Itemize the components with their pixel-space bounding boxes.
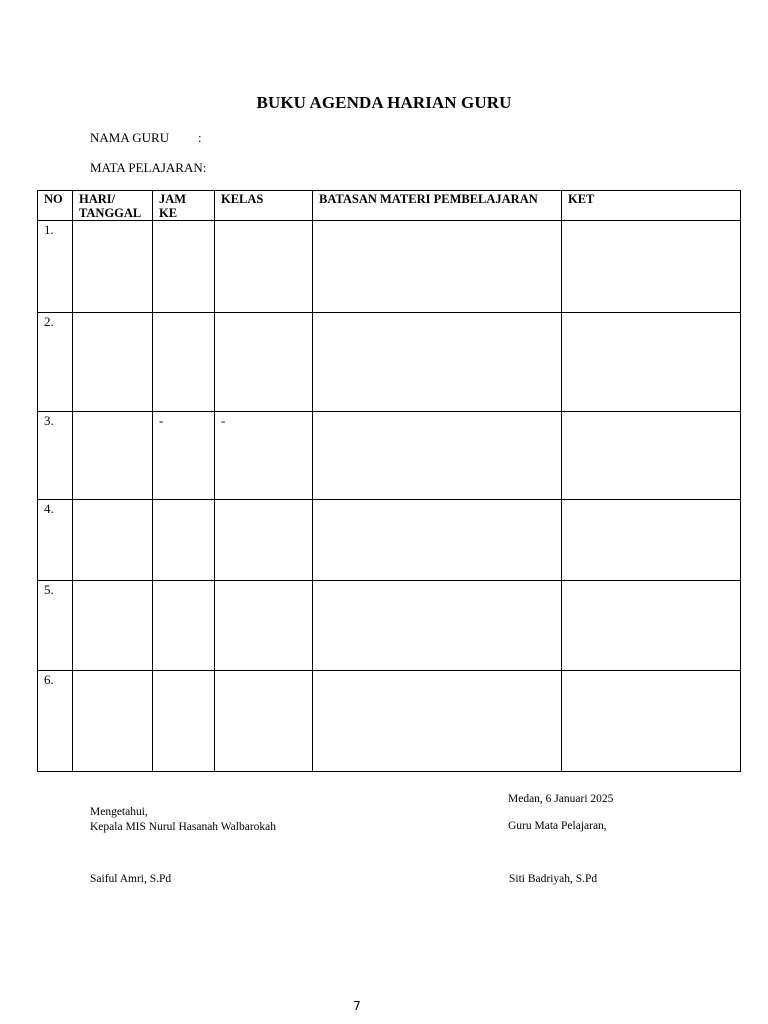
cell-ket[interactable] — [562, 221, 741, 313]
header-kelas: KELAS — [215, 191, 313, 221]
cell-materi[interactable] — [313, 500, 562, 581]
cell-hari-tanggal[interactable] — [73, 581, 153, 671]
header-materi: BATASAN MATERI PEMBELAJARAN — [313, 191, 562, 221]
header-no: NO — [38, 191, 73, 221]
table-row — [38, 581, 741, 671]
agenda-table — [37, 190, 741, 772]
headmaster-name: Saiful Amri, S.Pd — [90, 873, 172, 885]
cell-ket[interactable] — [562, 412, 741, 500]
cell-ket[interactable] — [562, 581, 741, 671]
cell-jam-ke[interactable] — [153, 500, 215, 581]
cell-kelas[interactable] — [215, 500, 313, 581]
nama-guru-field — [90, 130, 202, 146]
cell-jam-ke[interactable] — [153, 313, 215, 412]
acknowledged-label: Mengetahui, — [90, 806, 148, 818]
table-row — [38, 221, 741, 313]
page-number: 7 — [353, 999, 361, 1013]
teacher-name: Siti Badriyah, S.Pd — [509, 873, 598, 885]
cell-materi[interactable] — [313, 412, 562, 500]
cell-kelas[interactable] — [215, 221, 313, 313]
cell-no: 6. — [38, 671, 73, 772]
cell-jam-ke[interactable] — [153, 221, 215, 313]
cell-no: 3. — [38, 412, 73, 500]
header-jam-ke: JAM KE — [153, 191, 215, 221]
cell-materi[interactable] — [313, 313, 562, 412]
cell-jam-ke[interactable]: - — [153, 412, 215, 500]
cell-jam-ke[interactable] — [153, 671, 215, 772]
cell-ket[interactable] — [562, 500, 741, 581]
headmaster-title: Kepala MIS Nurul Hasanah Walbarokah — [90, 821, 276, 833]
table-row — [38, 313, 741, 412]
cell-hari-tanggal[interactable] — [73, 671, 153, 772]
cell-no: 1. — [38, 221, 73, 313]
table-row — [38, 671, 741, 772]
cell-hari-tanggal[interactable] — [73, 500, 153, 581]
cell-ket[interactable] — [562, 313, 741, 412]
document-title: BUKU AGENDA HARIAN GURU — [256, 93, 512, 112]
table-header-row — [38, 191, 741, 221]
mata-pelajaran-field — [90, 160, 206, 176]
place-date: Medan, 6 Januari 2025 — [508, 793, 614, 805]
teacher-role: Guru Mata Pelajaran, — [508, 820, 607, 832]
cell-kelas[interactable] — [215, 581, 313, 671]
cell-ket[interactable] — [562, 671, 741, 772]
signature-left-block — [90, 805, 276, 835]
cell-materi[interactable] — [313, 221, 562, 313]
cell-kelas[interactable]: - — [215, 412, 313, 500]
cell-hari-tanggal[interactable] — [73, 221, 153, 313]
cell-jam-ke[interactable] — [153, 581, 215, 671]
cell-no: 5. — [38, 581, 73, 671]
header-ket: KET — [562, 191, 741, 221]
cell-no: 2. — [38, 313, 73, 412]
nama-guru-label: NAMA GURU — [90, 130, 170, 145]
cell-hari-tanggal[interactable] — [73, 412, 153, 500]
table-row — [38, 500, 741, 581]
cell-materi[interactable] — [313, 671, 562, 772]
header-hari-tanggal: HARI/ TANGGAL — [73, 191, 153, 221]
mata-pelajaran-label: MATA PELAJARAN: — [90, 160, 207, 175]
table-row — [38, 412, 741, 500]
cell-kelas[interactable] — [215, 671, 313, 772]
cell-hari-tanggal[interactable] — [73, 313, 153, 412]
nama-guru-colon: : — [198, 130, 202, 145]
cell-no: 4. — [38, 500, 73, 581]
cell-materi[interactable] — [313, 581, 562, 671]
cell-kelas[interactable] — [215, 313, 313, 412]
